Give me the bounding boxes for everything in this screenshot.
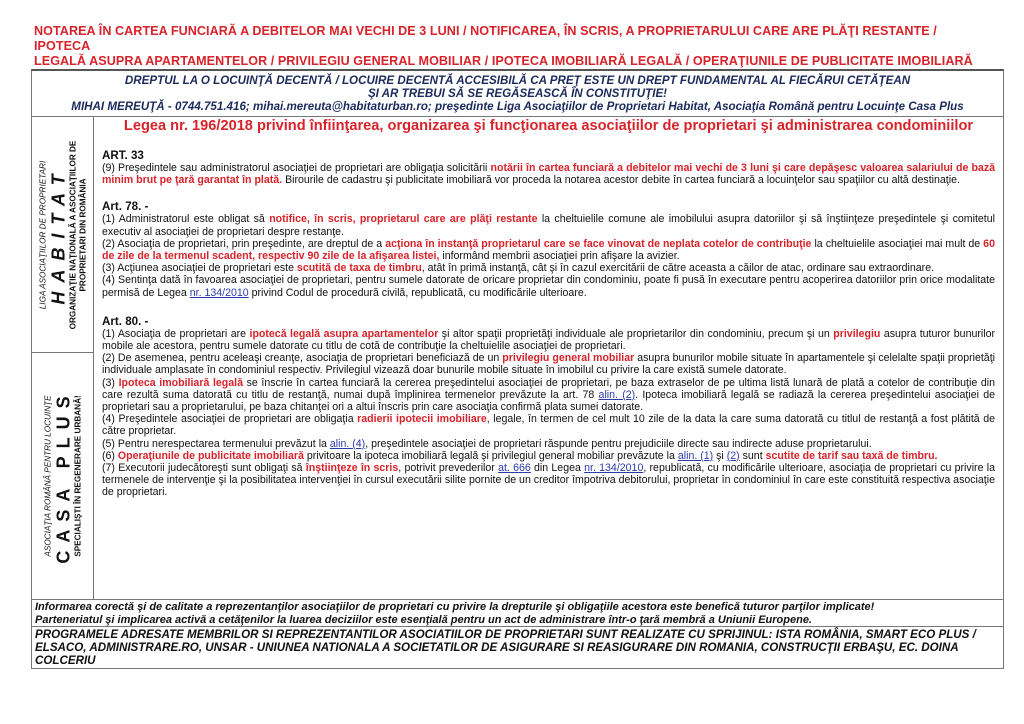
habitat-org-label-1: ORGANIZAŢIE NAŢIONALĂ A ASOCIAŢIILOR DE — [68, 140, 77, 329]
law-link[interactable]: nr. 134/2010 — [189, 286, 249, 299]
article-heading: ART. 33 — [102, 149, 144, 162]
text: (6) — [102, 449, 118, 462]
alin-link[interactable]: (2) — [726, 449, 740, 462]
sidebar — [32, 117, 94, 599]
text: şi — [713, 449, 727, 462]
text: (2) De asemenea, pentru aceleaşi creanţe, asociaţia de proprietari beneficiază de un — [102, 352, 503, 365]
alin-link[interactable]: alin. (4) — [329, 437, 366, 450]
article-paragraph — [102, 238, 995, 262]
text: se înscrie în cartea funciară la cererea preşedintelui asociaţiei de proprietari, pe baza extraselor de pe ultima listă lunară de plată a cotelor de contribuţie din care rezultă suma datorată cu titlu de restanţă, numai după împlinirea termenelor prevăzute la art. 78 — [102, 376, 996, 401]
habitat-logo-box — [32, 117, 93, 353]
text: (3) — [102, 376, 119, 389]
article-paragraph — [102, 438, 995, 450]
habitat-org-label-2: PROPRIETARI DIN ROMÂNIA — [77, 177, 87, 292]
text: şi altor spaţii proprietăţi individuale ale proprietarilor din condominiu, precum şi un — [438, 327, 834, 340]
article-paragraph — [102, 162, 995, 186]
main-content — [94, 117, 1003, 599]
text: . Ipoteca imobiliară legală se radiază la cererea preşedintelui asociaţiei de proprietari sau a proprietarului, pe baza chitanţei ori a altui înscris prin care asociaţia confirmă plata sumei datorate. — [102, 388, 995, 414]
text: , legale, în termen de cel mult 10 zile de la data la care suma datorată cu titlul de restanţă a fost plătită de către proprietar. — [102, 413, 995, 438]
article-paragraph — [102, 413, 995, 437]
casa-plus-logo-box — [32, 353, 93, 599]
slogan-line-2: ŞI AR TREBUI SĂ SE REGĂSEASCĂ ÎN CONSTITUŢIE! — [367, 87, 668, 101]
article-paragraph — [102, 274, 995, 298]
info-line-2: Parteneriatul şi implicarea activă a cetăţenilor la luarea deciziilor este esenţială pentru un act de administrare într-o ţară membră a Uniunii Europene. — [35, 613, 812, 626]
text: din Legea — [530, 462, 585, 475]
info-box — [32, 599, 1003, 627]
text: (2) Asociaţia de proprietari, prin preşedinte, are dreptul de a — [102, 237, 386, 250]
alin-link[interactable]: alin. (2) — [598, 388, 636, 401]
text: asupra bunurilor mobile situate în apartamentele şi celelalte spaţii proprietăţi individuale amplasate în condominiul respectiv. Privilegiul vizează doar bunurile mobile situate în imobilul cu privire la care există sumele datorate. — [102, 352, 995, 377]
top-banner — [34, 24, 994, 69]
text: (9) Preşedintele sau administratorul asociaţiei de proprietari are obligaţia solicitării — [102, 162, 491, 174]
article-paragraph — [102, 213, 995, 237]
highlight-text: scutită de taxa de timbru — [296, 262, 422, 275]
text: , preşedintele asociaţiei de proprietari răspunde pentru prejudiciile directe sau indirecte aduse proprietarului. — [365, 437, 872, 450]
contact-line: MIHAI MEREUŢĂ - 0744.751.416; mihai.mereuta@habitaturban.ro; preşedinte Liga Asociaţiilor de Proprietari Habitat, Asociaţia Română pentru Locuinţe Casa Plus — [71, 100, 964, 114]
highlight-text: privilegiu — [833, 327, 881, 340]
banner-line-1: NOTAREA ÎN CARTEA FUNCIARĂ A DEBITELOR MAI VECHI DE 3 LUNI / NOTIFICAREA, ÎN SCRIS, A PROPRIETARULUI CARE ARE PLĂŢI RESTANTE / IPOTECA — [34, 24, 937, 53]
text: (4) Preşedintele asociaţiei de proprietari are obligaţia — [102, 413, 358, 426]
casa-plus-tagline: SPECIALIŞTI ÎN REGENERARE URBANĂ! — [72, 395, 82, 557]
text: , potrivit prevederilor — [398, 462, 499, 475]
article-heading: Art. 78. - — [102, 200, 149, 214]
highlight-text: înştiinţeze în scris — [305, 462, 399, 475]
text: , atât în primă instanţă, cât şi în cazul exercitării de către aceasta a căilor de atac, ordinare sau extraordinare. — [421, 262, 935, 275]
article-78 — [102, 200, 995, 298]
article-heading: Art. 80. - — [102, 314, 149, 328]
text: (7) Executorii judecătoreşti sunt obligaţi să — [102, 462, 306, 475]
text: sunt — [739, 449, 766, 462]
highlight-text: privilegiu general mobiliar — [502, 352, 635, 365]
article-paragraph — [102, 352, 995, 376]
slogan-line-1: DREPTUL LA O LOCUINŢĂ DECENTĂ / LOCUIRE DECENTĂ ACCESIBILĂ CA PREŢ ESTE UN DREPT FUNDAMENTAL AL FIECĂRUI CETĂŢEAN — [124, 74, 911, 87]
highlight-text: acţiona în instanţă proprietarul care se face vinovat de neplata cotelor de contribuţie — [385, 237, 812, 250]
text: , republicată, cu modificările ulterioare, asociaţia de proprietari cu privire la termenele de intervenţie şi la posibilitatea intervenţiei în cursul executării silite pornite de un creditor împotriva debitorului, proprietar în condominiul în care este constituită respectiva asociaţie de proprietari. — [102, 462, 995, 499]
law-title: Legea nr. 196/2018 privind înfiinţarea, organizarea şi funcţionarea asociaţiilor de proprietari şi administrarea condominiilor — [123, 118, 974, 134]
casa-plus-logo — [43, 388, 83, 563]
habitat-league-label: LIGA ASOCIAŢIILOR DE PROPRIETARI — [38, 160, 47, 309]
text: (1) Asociaţia de proprietari are — [102, 327, 250, 340]
article-link[interactable]: at. 666 — [498, 462, 531, 475]
highlight-text: scutite de tarif sau taxă de timbru. — [765, 449, 938, 462]
text: Birourile de cadastru şi publicitate imobiliară vor proceda la notarea acestor debite în cartea funciară a locuinţelor sau spaţiilor cu altă destinaţie. — [282, 174, 960, 187]
highlight-text: ipotecă legală asupra apartamentelor — [249, 327, 439, 340]
highlight-text: Operaţiunile de publicitate imobiliară — [117, 449, 304, 462]
header-box — [32, 71, 1003, 117]
sponsors-box: PROGRAMELE ADRESATE MEMBRILOR SI REPREZENTANTILOR ASOCIATIILOR DE PROPRIETARI SUNT REALIZATE CU SPRIJINUL: ISTA ROMÂNIA, SMART ECO PLUS / ELSACO, ADMINISTRARE.RO, UNSAR - UNIUNEA NATIONALA A SOCIETATILOR DE ASIGURARE SI REASIGURARE DIN ROMANIA, CONSTRUCŢII ERBAŞU, EC. DOINA COLCERIU — [35, 628, 976, 668]
text: asupra tuturor bunurilor mobile ale acestora, pentru sumele datorate cu titlu de cotă de contribuţie la cheltuielile asociaţiei de proprietari. — [102, 327, 996, 353]
article-33 — [102, 149, 995, 186]
casa-plus-name: CASA PLUS — [52, 388, 73, 564]
text: (3) Acţiunea asociaţiei de proprietari este — [102, 262, 297, 275]
article-paragraph — [102, 262, 995, 274]
banner-line-2: LEGALĂ ASUPRA APARTAMENTELOR / PRIVILEGIU GENERAL MOBILIAR / IPOTECA IMOBILIARĂ LEGALĂ / OPERAŢIUNILE DE PUBLICITATE IMOBILIARĂ — [34, 54, 973, 68]
law-link[interactable]: nr. 134/2010 — [584, 462, 644, 475]
highlight-text: notării în cartea funciară a debitelor mai vechi de 3 luni şi care depăşesc valoarea salariului de bază minim brut pe ţară garantat în plată. — [102, 162, 996, 187]
article-paragraph — [102, 450, 995, 462]
article-paragraph — [102, 328, 995, 352]
highlight-text: 60 de zile de la termenul scadent, respectiv 90 zile de la afişarea listei, — [102, 237, 995, 263]
text: informând membrii asociaţiei prin afişare la avizier. — [439, 250, 680, 263]
text: la cheltuielile asociaţiei mai mult de — [811, 237, 984, 250]
highlight-text: Ipoteca imobiliară legală — [118, 376, 243, 389]
habitat-logo — [38, 140, 87, 329]
text: la cheltuielile comune ale imobilului asupra datoriilor şi să înştiinţeze preşedintele şi comitetul executiv al asociaţiei de proprietari despre restanţe. — [102, 213, 995, 238]
highlight-text: notifice, în scris, proprietarul care are plăţi restante — [269, 213, 538, 226]
habitat-name: HABITAT — [48, 164, 68, 305]
text: (5) Pentru nerespectarea termenului prevăzut la — [102, 437, 330, 450]
article-paragraph — [102, 377, 995, 414]
article-80 — [102, 315, 995, 499]
text: privind Codul de procedură civilă, republicată, cu modificările ulterioare. — [248, 286, 587, 299]
article-paragraph — [102, 462, 995, 499]
text: (1) Administratorul este obligat să — [102, 213, 270, 226]
text: (4) Sentinţa dată în favoarea asociaţiei de proprietari, pentru sumele datorate de oricare proprietar din condominiu, poate fi pusă în executare pentru acoperirea datoriilor prin orice modalitate permisă de Legea — [102, 274, 995, 299]
document-frame — [31, 69, 1004, 669]
highlight-text: radierii ipotecii imobiliare — [357, 413, 487, 426]
info-line-1: Informarea corectă şi de calitate a reprezentanţilor asociaţiilor de proprietari cu privire la drepturile şi obligaţiile acestora este benefică tuturor parţilor implicate! — [35, 601, 875, 613]
casa-plus-assoc-label: ASOCIAŢIA ROMÂNĂ PENTRU LOCUINŢE — [42, 395, 52, 557]
alin-link[interactable]: alin. (1) — [677, 449, 714, 462]
text: privitoare la ipoteca imobiliară legală şi privilegiul general mobiliar prevăzute la — [303, 449, 678, 462]
